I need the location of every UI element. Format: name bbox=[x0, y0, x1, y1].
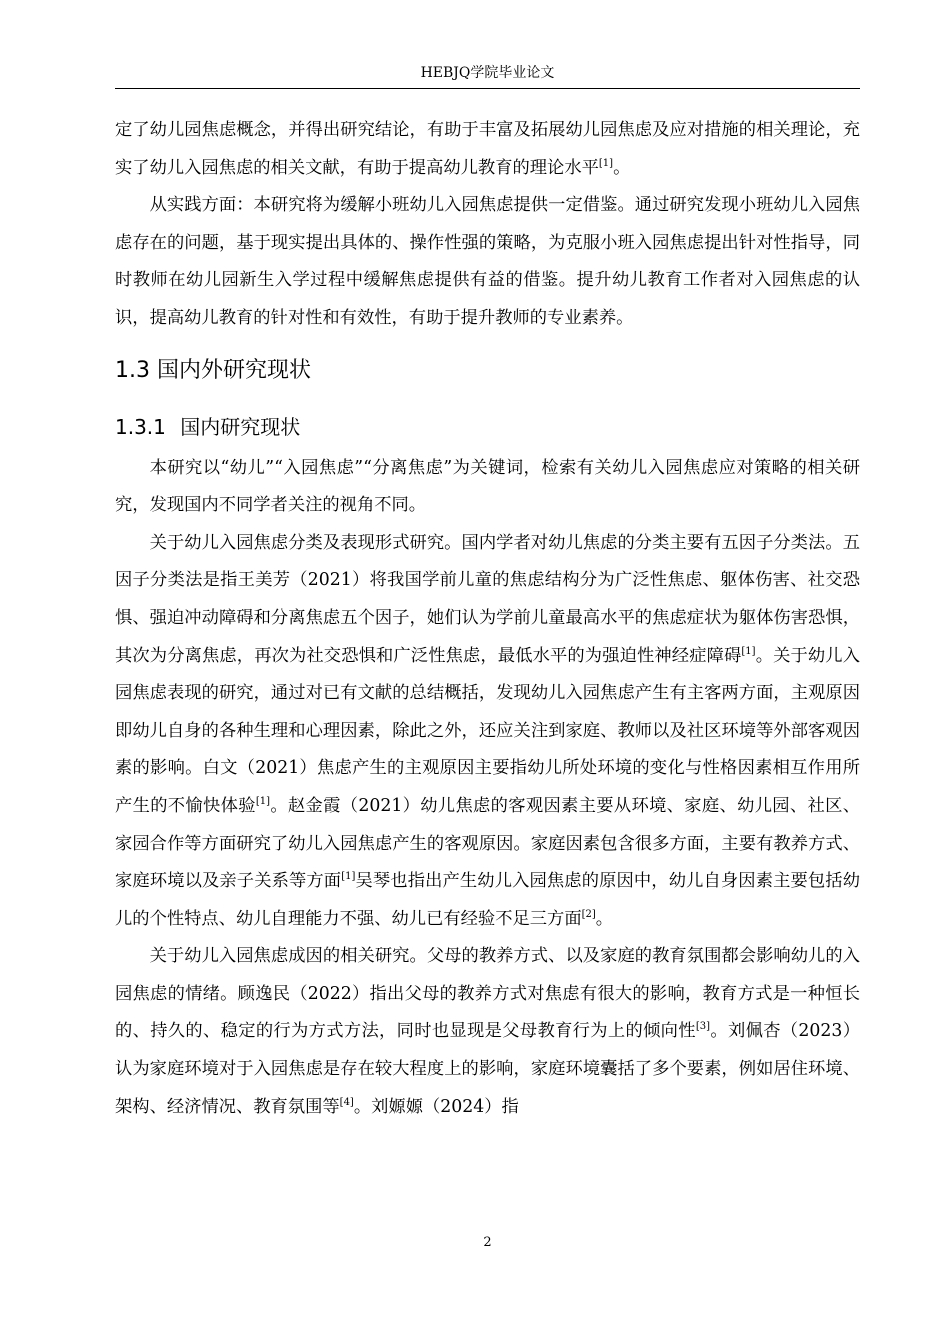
page-number: 2 bbox=[483, 1235, 492, 1250]
subsection-title: 国内研究现状 bbox=[180, 414, 301, 439]
running-header: HEBJQ学院毕业论文 bbox=[115, 62, 860, 89]
paragraph-text: 。刘嫄嫄（2024）指 bbox=[353, 1096, 519, 1117]
paragraph-text: 吴琴也指出产生幼儿入园焦虑的原因中，幼儿自身因素主要包括幼儿的个性特点、幼儿自理能力不强、幼儿已有经验不足三方面 bbox=[115, 871, 860, 929]
subsection-heading bbox=[115, 412, 860, 442]
paragraph-text: 。 bbox=[595, 908, 614, 929]
citation-ref[interactable]: [1] bbox=[741, 645, 756, 657]
paragraph-keywords: 本研究以“幼儿”“入园焦虑”“分离焦虑”为关键词，检索有关幼儿入园焦虑应对策略的相关研究，发现国内不同学者关注的视角不同。 bbox=[115, 457, 860, 516]
paragraph-text: 。赵金霞（2021）幼儿焦虑的客观因素主要从环境、家庭、幼儿园、社区、家园合作等方面研究了幼儿入园焦虑产生的客观原因。家庭因素包含很多方面，主要有教养方式、家庭环境以及亲子关系等方面 bbox=[115, 795, 860, 892]
paragraph-text: 关于幼儿入园焦虑成因的相关研究。父母的教养方式、以及家庭的教育氛围都会影响幼儿的入园焦虑的情绪。顾逸民（2022）指出父母的教养方式对焦虑有很大的影响，教育方式是一种恒长的、持久的、稳定的行为方式方法，同时也显现是父母教育行为上的倾向性 bbox=[115, 946, 860, 1042]
paragraph-text: 关于幼儿入园焦虑分类及表现形式研究。国内学者对幼儿焦虑的分类主要有五因子分类法。五因子分类法是指王美芳（2021）将我国学前儿童的焦虑结构分为广泛性焦虑、躯体伤害、社交恐惧、强迫冲动障碍和分离焦虑五个因子，她们认为学前儿童最高水平的焦虑症状为躯体伤害恐惧，其次为分离焦虑，再次为社交恐惧和广泛性焦虑，最低水平的为强迫性神经症障碍 bbox=[115, 532, 860, 666]
paragraph-practice: 从实践方面：本研究将为缓解小班幼儿入园焦虑提供一定借鉴。通过研究发现小班幼儿入园焦虑存在的问题，基于现实提出具体的、操作性强的策略，为克服小班入园焦虑提出针对性指导，同时教师在幼儿园新生入学过程中缓解焦虑提供有益的借鉴。提升幼儿教育工作者对入园焦虑的认识，提高幼儿教育的针对性和有效性，有助于提升教师的专业素养。 bbox=[115, 195, 860, 328]
paragraph-theory-continued bbox=[115, 112, 860, 187]
paragraph-classification bbox=[115, 525, 860, 939]
paragraph-causes bbox=[115, 938, 860, 1126]
citation-ref[interactable]: [1] bbox=[598, 157, 614, 169]
subsection-number: 1.3.1 bbox=[115, 414, 166, 439]
citation-ref[interactable]: [1] bbox=[341, 871, 356, 883]
citation-ref[interactable]: [2] bbox=[581, 908, 596, 920]
paragraph-text: 。 bbox=[613, 157, 631, 178]
section-number: 1.3 bbox=[115, 357, 150, 383]
paragraph-text: 。关于幼儿入园焦虑表现的研究，通过对已有文献的总结概括，发现幼儿入园焦虑产生有主客两方面，主观原因即幼儿自身的各种生理和心理因素，除此之外，还应关注到家庭、教师以及社区环境等外部客观因素的影响。白文（2021）焦虑产生的主观原因主要指幼儿所处环境的变化与性格因素相互作用所产生的不愉快体验 bbox=[115, 645, 860, 816]
paragraph-text: 定了幼儿园焦虑概念，并得出研究结论，有助于丰富及拓展幼儿园焦虑及应对措施的相关理论，充实了幼儿入园焦虑的相关文献，有助于提高幼儿教育的理论水平 bbox=[115, 120, 860, 178]
paragraph-text: 。刘佩杏（2023）认为家庭环境对于入园焦虑是存在较大程度上的影响，家庭环境囊括了多个要素，例如居住环境、架构、经济情况、教育氛围等 bbox=[115, 1021, 860, 1117]
citation-ref[interactable]: [1] bbox=[255, 795, 270, 807]
citation-ref[interactable]: [3] bbox=[695, 1021, 711, 1033]
citation-ref[interactable]: [4] bbox=[339, 1096, 354, 1108]
section-heading bbox=[115, 356, 860, 386]
page-content bbox=[115, 112, 860, 1126]
section-title: 国内外研究现状 bbox=[157, 357, 312, 383]
